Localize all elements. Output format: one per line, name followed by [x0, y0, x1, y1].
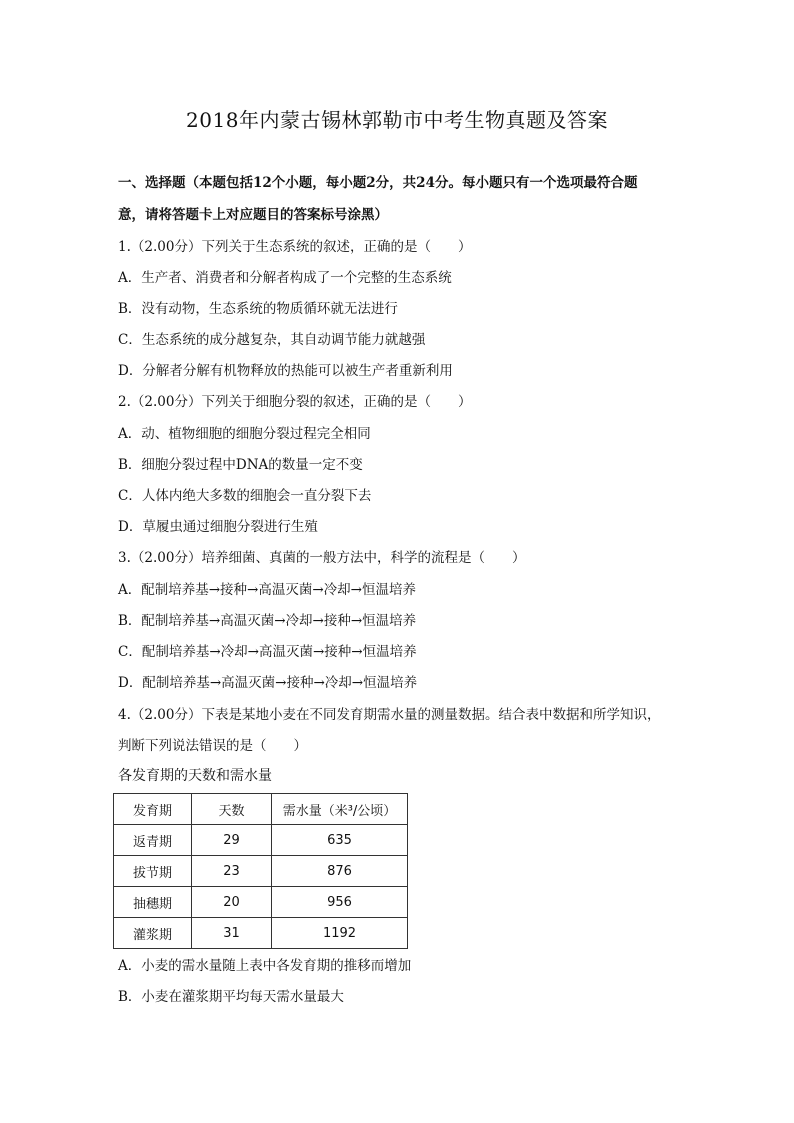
section-heading-line1: 一、选择题（本题包括12个小题，每小题2分，共24分。每小题只有一个选项最符合题 [118, 175, 638, 191]
question-1-option-d: D．分解者分解有机物释放的热能可以被生产者重新利用 [118, 363, 453, 379]
question-4-stem-line1: 4.（2.00分）下表是某地小麦在不同发育期需水量的测量数据。结合表中数据和所学知识， [118, 707, 661, 723]
table-row [114, 856, 408, 887]
header-water: 需水量（米³/公顷） [272, 794, 408, 825]
question-4-stem-line2: 判断下列说法错误的是（ ） [118, 738, 307, 754]
header-days: 天数 [192, 794, 272, 825]
question-3-option-d: D．配制培养基→高温灭菌→接种→冷却→恒温培养 [118, 675, 418, 691]
question-2-option-d: D．草履虫通过细胞分裂进行生殖 [118, 519, 318, 535]
cell-water: 1192 [272, 918, 408, 949]
question-1-option-b: B．没有动物，生态系统的物质循环就无法进行 [118, 301, 398, 317]
cell-days: 29 [192, 825, 272, 856]
water-requirement-table [113, 793, 408, 949]
cell-days: 31 [192, 918, 272, 949]
question-2-option-c: C．人体内绝大多数的细胞会一直分裂下去 [118, 488, 372, 504]
question-3-option-c: C．配制培养基→冷却→高温灭菌→接种→恒温培养 [118, 644, 417, 660]
cell-water: 876 [272, 856, 408, 887]
question-4-option-a: A．小麦的需水量随上表中各发育期的推移而增加 [118, 958, 412, 974]
section-heading-line2: 意，请将答题卡上对应题目的答案标号涂黑） [118, 207, 388, 223]
table-header-row [114, 794, 408, 825]
table-row [114, 825, 408, 856]
table-caption: 各发育期的天数和需水量 [118, 768, 272, 784]
question-3-stem: 3.（2.00分）培养细菌、真菌的一般方法中，科学的流程是（ ） [118, 550, 526, 566]
cell-stage: 灌浆期 [114, 918, 192, 949]
question-2-option-b: B．细胞分裂过程中DNA的数量一定不变 [118, 457, 363, 473]
question-1-option-c: C．生态系统的成分越复杂，其自动调节能力就越强 [118, 332, 426, 348]
cell-water: 635 [272, 825, 408, 856]
cell-days: 20 [192, 887, 272, 918]
header-stage: 发育期 [114, 794, 192, 825]
table-row [114, 918, 408, 949]
cell-stage: 返青期 [114, 825, 192, 856]
question-3-option-a: A．配制培养基→接种→高温灭菌→冷却→恒温培养 [118, 582, 416, 598]
question-3-option-b: B．配制培养基→高温灭菌→冷却→接种→恒温培养 [118, 613, 417, 629]
question-1-option-a: A．生产者、消费者和分解者构成了一个完整的生态系统 [118, 270, 452, 286]
question-4-option-b: B．小麦在灌浆期平均每天需水量最大 [118, 989, 344, 1005]
cell-water: 956 [272, 887, 408, 918]
table-row [114, 887, 408, 918]
question-1-stem: 1.（2.00分）下列关于生态系统的叙述，正确的是（ ） [118, 239, 472, 255]
question-2-stem: 2.（2.00分）下列关于细胞分裂的叙述，正确的是（ ） [118, 394, 472, 410]
cell-stage: 抽穗期 [114, 887, 192, 918]
question-2-option-a: A．动、植物细胞的细胞分裂过程完全相同 [118, 426, 371, 442]
cell-stage: 拔节期 [114, 856, 192, 887]
cell-days: 23 [192, 856, 272, 887]
page-title: 2018年内蒙古锡林郭勒市中考生物真题及答案 [186, 108, 608, 132]
